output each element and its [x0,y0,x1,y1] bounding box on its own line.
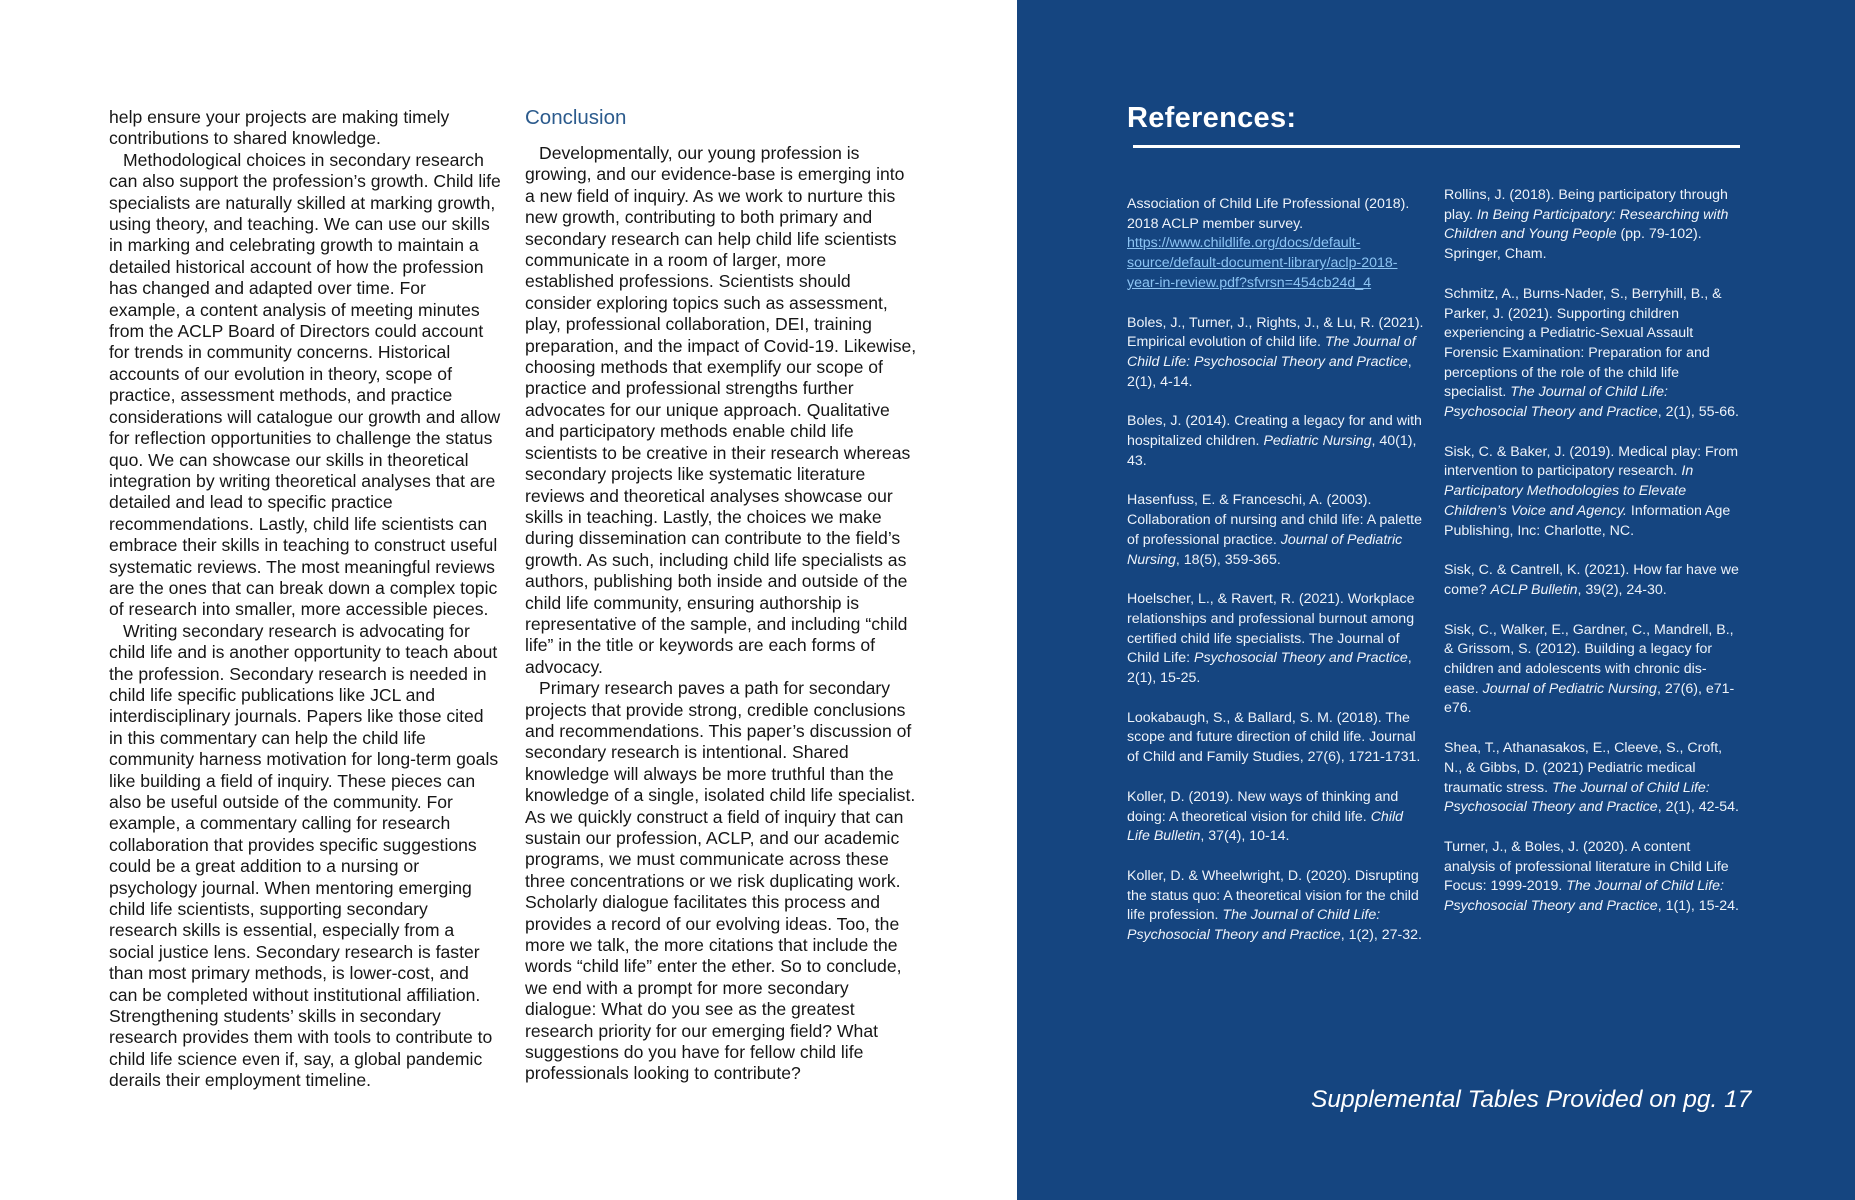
reference-text: Rollins, J. (2018). Being participatory through play. [1444,187,1728,223]
reference-details: , 2(1), 42-54. [1657,799,1739,816]
reference-entry [1127,314,1427,393]
reference-journal: The Journal of Child Life: Psychosocial Theory and Practice [1444,779,1710,816]
reference-text: Sisk, C. & Cantrell, K. (2021). How far have we come? [1444,562,1739,598]
conclusion-paragraph: Developmentally, our young profession is growing, and our evidence-base is emerging into a new field of inquiry. As we work to nurture this new growth, contributing to both primary and secondary research can help child life scientists communicate in a room of larger, more established professions. Scientists should consider exploring topics such as assessment, play, professional collaboration, DEI, training preparation, and the impact of Covid-19. Likewise, choosing methods that exemplify our scope of practice and professional strengths further advocates for our unique approach. Qualitative and participatory methods enable child life scientists to be creative in their research whereas secondary projects like systematic literature reviews and theoretical analyses showcase our skills in teaching. Lastly, the choices we make during dissemination can contribute to the field’s growth. As such, including child life specialists as authors, publishing both inside and outside of the child life community, ensuring authorship is representative of the sample, and including “child life” in the title or keywords are each forms of advocacy. [525,143,917,677]
reference-journal: Psychosocial Theory and Practice [1194,650,1408,667]
reference-link[interactable]: https://www.childlife.org/docs/default-source/default-document-library/aclp-2018-year-in-review.pdf?sfvrsn=454cb24d_4 [1127,235,1398,291]
reference-details: , 1(2), 27-32. [1340,927,1422,944]
body-paragraph: Writing secondary research is advocating for child life and is another opportunity to teach about the profession. Secondary research is needed in child life specific publications like JCL and interdisciplinary journals. Papers like those cited in this commentary can help the child life community harness motivation for long-term goals like building a field of inquiry. These pieces can also be useful outside of the community. For example, a commentary calling for research collaboration that provides specific suggestions could be a great addition to a nursing or psychology journal. When mentoring emerging child life scientists, supporting secondary research skills is essential, especially from a social justice lens. Secondary research is faster than most primary methods, is lower-cost, and can be completed without institutional affiliation. Strengthening students’ skills in secondary research provides them with tools to contribute to child life science even if, say, a global pandemic derails their employment timeline. [109,620,499,1091]
reference-details: , 40(1), 43. [1127,433,1417,469]
reference-entry [1127,788,1427,847]
reference-details: , 37(4), 10-14. [1200,828,1290,845]
reference-details: , 2(1), 55-66. [1657,404,1739,421]
reference-text: Lookabaugh, S., & Ballard, S. M. (2018). The scope and future direction of child life. Journal of Child and Family Studies, 27(6), 1721-1731. [1127,709,1421,766]
reference-entry [1127,709,1427,768]
reference-entry [1127,412,1427,471]
reference-text: Turner, J., & Boles, J. (2020). A content analysis of professional literature in Child Life Focus: 1999-2019. [1444,838,1729,895]
reference-journal: Pediatric Nursing [1263,433,1372,450]
reference-details: , 2(1), 4-14. [1127,353,1412,390]
reference-journal: Journal of Pediatric Nursing [1482,680,1657,697]
body-paragraph: Methodological choices in secondary research can also support the profession’s growth. Child life specialists are naturally skilled at marking growth, using theory, and teaching. We can use our skills in marking and celebrating growth to maintain a detailed historical account of how the profession has changed and adapted over time. For example, a content analysis of meeting minutes from the ACLP Board of Directors could account for trends in community concerns. Historical accounts of our evolution in theory, scope of practice, assessment methods, and practice considerations will catalogue our growth and allow for reflection opportunities to challenge the status quo. We can showcase our skills in theoretical integration by writing theoretical analyses that are detailed and lead to specific practice recommendations. Lastly, child life scientists can embrace their skills in teaching to construct useful systematic reviews. The most meaningful reviews are the ones that can break down a complex topic of research into smaller, more accessible pieces. [109,149,501,620]
references-column-left [1127,195,1427,966]
conclusion-paragraph: Primary research paves a path for secondary projects that provide strong, credible conclusions and recommendations. This paper’s discussion of secondary research is intentional. Shared knowledge will always be more truthful than the knowledge of a single, isolated child life specialist. As we quickly construct a field of inquiry that can sustain our profession, ACLP, and our academic programs, we must communicate across these three concentrations or we risk duplicating work. Scholarly dialogue facilitates this process and provides a record of our evolving ideas. Too, the more we talk, the more citations that include the words “child life” enter the ether. So to conclude, we end with a prompt for more secondary dialogue: What do you see as the greatest research priority for our emerging field? What suggestions do you have for fellow child life professionals looking to contribute? [525,678,916,1084]
reference-entry [1444,285,1744,423]
reference-journal: Journal of Pediatric Nursing [1127,531,1403,568]
references-column-right [1444,186,1744,937]
reference-details: (pp. 79-102). Springer, Cham. [1444,226,1702,263]
reference-entry [1444,739,1744,818]
reference-entry [1444,443,1744,542]
reference-details: , 18(5), 359-365. [1175,551,1281,568]
reference-details: Information Age Publishing, Inc: Charlotte, NC. [1444,502,1731,539]
reference-entry [1127,491,1427,570]
reference-text: Sisk, C. & Baker, J. (2019). Medical play: From intervention to participatory research. [1444,443,1739,480]
reference-journal: In Participatory Methodologies to Elevate Children’s Voice and Agency. [1444,463,1694,519]
reference-details: , 2(1), 15-25. [1127,650,1412,687]
reference-details: , 1(1), 15-24. [1657,898,1739,915]
reference-journal: The Journal of Child Life: Psychosocial Theory and Practice [1127,907,1381,944]
body-paragraph: help ensure your projects are making timely contributions to shared knowledge. [109,107,450,149]
reference-entry [1444,838,1744,917]
reference-text: Shea, T., Athanasakos, E., Cleeve, S., Croft, N., & Gibbs, D. (2021) Pediatric medical traumatic stress. [1444,740,1723,796]
reference-journal: ACLP Bulletin [1490,581,1578,598]
reference-entry [1127,590,1427,689]
reference-text: Schmitz, A., Burns-Nader, S., Berryhill, B., & Parker, J. (2021). Supporting children experiencing a Pediatric-Sexual Assault Forensic Examination: Preparation for and perceptions of the role of the child life specialist. [1444,285,1722,401]
reference-text: Boles, J. (2014). Creating a legacy for and with hospitalized children. [1127,413,1422,450]
reference-details: , 39(2), 24-30. [1577,581,1667,598]
reference-entry [1444,186,1744,265]
reference-entry [1127,195,1427,294]
supplemental-tables-note: Supplemental Tables Provided on pg. 17 [1311,1086,1752,1113]
references-title: References: [1127,102,1297,134]
reference-details: , 27(6), e71-e76. [1444,680,1735,717]
reference-text: Koller, D. (2019). New ways of thinking and doing: A theoretical vision for child life. [1127,788,1399,825]
reference-text: Association of Child Life Professional (2018). 2018 ACLP member survey. [1127,196,1410,232]
reference-text: Koller, D. & Wheelwright, D. (2020). Disrupting the status quo: A theoretical vision for the child life profession. [1127,867,1419,924]
reference-entry [1127,867,1427,946]
reference-text: Sisk, C., Walker, E., Gardner, C., Mandrell, B., & Grissom, S. (2012). Building a legacy for children and adolescents with chronic dis- ease. [1444,621,1734,697]
references-divider [1133,145,1740,148]
reference-text: Hasenfuss, E. & Franceschi, A. (2003). Collaboration of nursing and child life: A palette of professional practice. [1127,492,1422,548]
body-column-1 [109,107,501,1092]
body-column-2 [525,143,917,1085]
reference-text: Boles, J., Turner, J., Rights, J., & Lu, R. (2021). Empirical evolution of child life. [1127,314,1424,351]
reference-entry [1444,561,1744,600]
reference-entry [1444,621,1744,720]
reference-text: Hoelscher, L., & Ravert, R. (2021). Workplace relationships and professional burnout among certified child life specialists. The Journal of Child Life: [1127,591,1415,667]
reference-journal: The Journal of Child Life: Psychosocial Theory and Practice [1127,334,1416,370]
reference-journal: In Being Participatory: Researching with Children and Young People [1444,206,1729,243]
conclusion-heading: Conclusion [525,106,627,129]
reference-journal: The Journal of Child Life: Psychosocial Theory and Practice [1444,878,1724,915]
reference-journal: Child Life Bulletin [1127,808,1404,845]
reference-journal: The Journal of Child Life: Psychosocial Theory and Practice [1444,384,1668,421]
